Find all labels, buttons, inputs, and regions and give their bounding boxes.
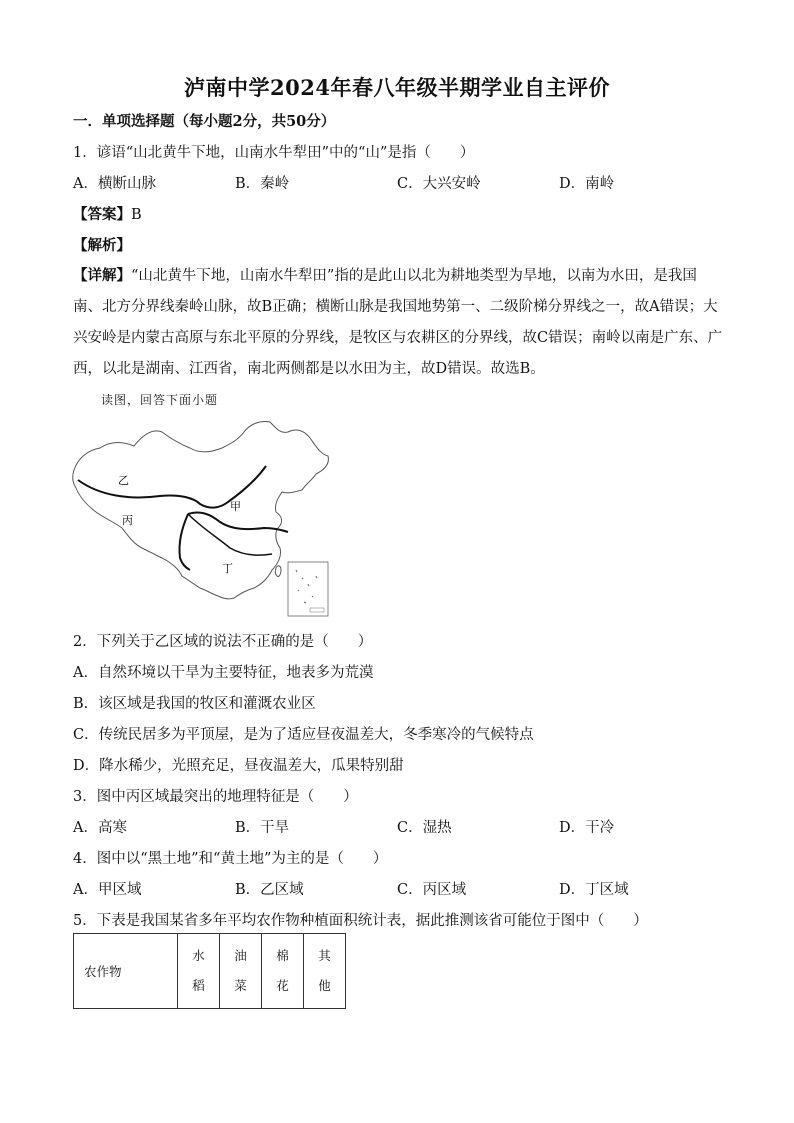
taiwan-outline — [275, 566, 281, 577]
q1-detail — [73, 260, 723, 385]
table-cell-other: 其他 — [304, 934, 346, 1009]
q3-option-b: B．干旱 — [235, 820, 290, 836]
question-3-stem: 3．图中丙区域最突出的地理特征是（ ） — [73, 789, 358, 805]
table-header-cell: 农作物 — [74, 934, 178, 1009]
q4-option-c: C．丙区域 — [397, 882, 467, 898]
q4-option-b: B．乙区域 — [235, 882, 304, 898]
q1-option-d: D．南岭 — [559, 176, 615, 192]
map-caption: 读图，回答下面小题 — [101, 393, 219, 407]
q1-answer — [73, 203, 142, 224]
question-5-stem: 5．下表是我国某省多年平均农作物种植面积统计表，据此推测该省可能位于图中（ ） — [73, 913, 648, 929]
answer-tag: 【答案】 — [73, 206, 131, 223]
table-cell-rice: 水稻 — [178, 934, 220, 1009]
q1-option-b: B．秦岭 — [235, 176, 290, 192]
q3-option-a: A．高寒 — [73, 820, 127, 836]
q3-option-d: D．干冷 — [559, 820, 615, 836]
detail-tag: 【详解】 — [73, 267, 131, 284]
region-label-yi: 乙 — [118, 474, 129, 487]
detail-text: “山北黄牛下地，山南水牛犁田”指的是此山以北为耕地类型为旱地，以南为水田，是我国南、北方分界线秦岭山脉，故B正确；横断山脉是我国地势第一、二级阶梯分界线之一，故A错误；大兴安岭是内蒙古高原与东北平原的分界线，是牧区与农耕区的分界线，故C错误；南岭以南是广东、广西，以北是湖南、江西省，南北两侧都是以水田为主，故D错误。故选B。 — [73, 268, 723, 377]
inset-islands — [296, 570, 317, 603]
table-cell-rapeseed: 油菜 — [220, 934, 262, 1009]
page-title: 泸南中学2024年春八年级半期学业自主评价 — [184, 75, 610, 100]
q2-option-c: C．传统民居多为平顶屋，是为了适应昼夜温差大，冬季寒冷的气候特点 — [73, 727, 534, 743]
q4-option-a: A．甲区域 — [73, 882, 142, 898]
boundary-line-east — [188, 512, 288, 532]
q2-option-a: A．自然环境以干旱为主要特征，地表多为荒漠 — [73, 665, 374, 681]
region-label-ding: 丁 — [222, 562, 233, 575]
q1-option-a: A．横断山脉 — [73, 176, 156, 192]
question-4-stem: 4．图中以“黑土地”和“黄土地”为主的是（ ） — [73, 851, 388, 867]
china-outline — [73, 421, 329, 598]
table-cell-cotton: 棉花 — [262, 934, 304, 1009]
analysis-tag: 【解析】 — [73, 237, 131, 254]
question-1-stem: 1．谚语“山北黄牛下地，山南水牛犁田”中的“山”是指（ ） — [73, 145, 475, 161]
question-2-stem: 2．下列关于乙区域的说法不正确的是（ ） — [73, 634, 373, 650]
table-row — [74, 934, 346, 1009]
q4-option-d: D．丁区域 — [559, 882, 629, 898]
boundary-line-middle — [188, 514, 272, 555]
region-label-jia: 甲 — [230, 500, 241, 513]
answer-value: B — [131, 207, 142, 223]
region-label-bing: 丙 — [122, 514, 133, 527]
q3-option-c: C．湿热 — [397, 820, 452, 836]
q1-option-c: C．大兴安岭 — [397, 176, 481, 192]
boundary-line-south — [179, 514, 190, 570]
china-region-map — [70, 418, 332, 618]
q2-option-d: D．降水稀少，光照充足，昼夜温差大，瓜果特别甜 — [73, 758, 404, 774]
crop-area-table — [73, 933, 346, 1009]
q2-option-b: B．该区域是我国的牧区和灌溉农业区 — [73, 696, 316, 712]
section-heading: 一．单项选择题（每小题2分，共50分） — [73, 113, 336, 130]
